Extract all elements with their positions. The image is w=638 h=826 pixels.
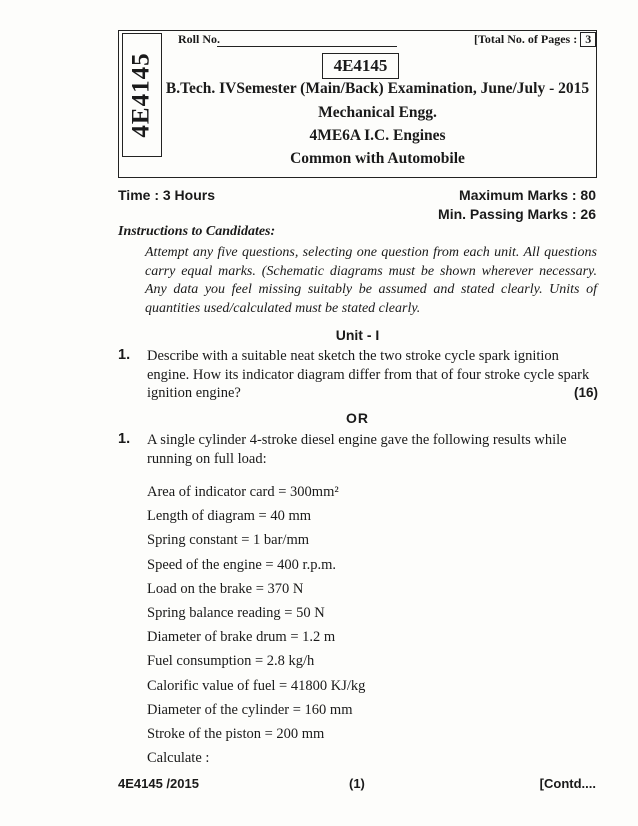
footer-paper-code: 4E4145 /2015 <box>118 776 199 791</box>
given-data-item: Speed of the engine = 400 r.p.m. <box>147 556 336 573</box>
given-data-item: Load on the brake = 370 N <box>147 580 304 597</box>
given-data-item: Spring balance reading = 50 N <box>147 604 325 621</box>
question-text: Describe with a suitable neat sketch the two stroke cycle spark ignition engine. How its indicator diagram differ from that of four stroke cycle spark ignition engine? <box>147 348 590 401</box>
given-data-item: Fuel consumption = 2.8 kg/h <box>147 653 315 670</box>
vertical-paper-code-text: 4E4145 <box>128 52 155 138</box>
continued-label: [Contd.... <box>539 776 596 791</box>
question-marks: (16) <box>573 385 598 400</box>
given-data-list <box>147 480 567 770</box>
given-data-item: Length of diagram = 40 mm <box>147 508 312 525</box>
exam-title: B.Tech. IVSemester (Main/Back) Examination, June/July - 2015 <box>165 80 590 97</box>
instructions-title: Instructions to Candidates: <box>118 224 276 239</box>
given-data-item: Calculate : <box>147 750 210 767</box>
total-pages-value: 3 <box>580 32 596 47</box>
given-data-item: Stroke of the piston = 200 mm <box>147 725 325 742</box>
question-number: 1. <box>118 347 131 363</box>
total-pages-label: [Total No. of Pages : <box>474 32 578 46</box>
instructions-body: Attempt any five questions, selecting one question from each unit. All questions carry equal marks. (Schematic diagrams must be shown wherever necessary. Any data you feel missing suitably be assumed and stated clearly. Units of quantities used/calculated must be stated clearly. <box>145 245 597 316</box>
given-data-item: Diameter of the cylinder = 160 mm <box>147 701 353 718</box>
common-with: Common with Automobile <box>290 150 465 167</box>
question-number: 1. <box>118 431 131 447</box>
roll-number-label: Roll No. <box>178 32 220 46</box>
given-data-item: Spring constant = 1 bar/mm <box>147 532 310 549</box>
exam-duration: Time : 3 Hours <box>118 187 215 203</box>
question-text: A single cylinder 4-stroke diesel engine gave the following results while running on full load: <box>147 432 567 467</box>
page-number: (1) <box>349 776 365 791</box>
given-data-item: Area of indicator card = 300mm² <box>147 484 339 500</box>
paper-code-box: 4E4145 <box>322 53 399 79</box>
branch-name: Mechanical Engg. <box>318 104 437 121</box>
min-passing-marks: Min. Passing Marks : 26 <box>438 206 596 222</box>
or-separator: OR <box>346 410 369 426</box>
total-pages <box>474 32 596 47</box>
given-data-item: Calorific value of fuel = 41800 KJ/kg <box>147 677 366 694</box>
subject-name: 4ME6A I.C. Engines <box>309 127 446 144</box>
unit-heading: Unit - I <box>335 327 380 343</box>
given-data-item: Diameter of brake drum = 1.2 m <box>147 629 336 646</box>
maximum-marks: Maximum Marks : 80 <box>459 187 596 203</box>
roll-number-field <box>217 46 397 47</box>
